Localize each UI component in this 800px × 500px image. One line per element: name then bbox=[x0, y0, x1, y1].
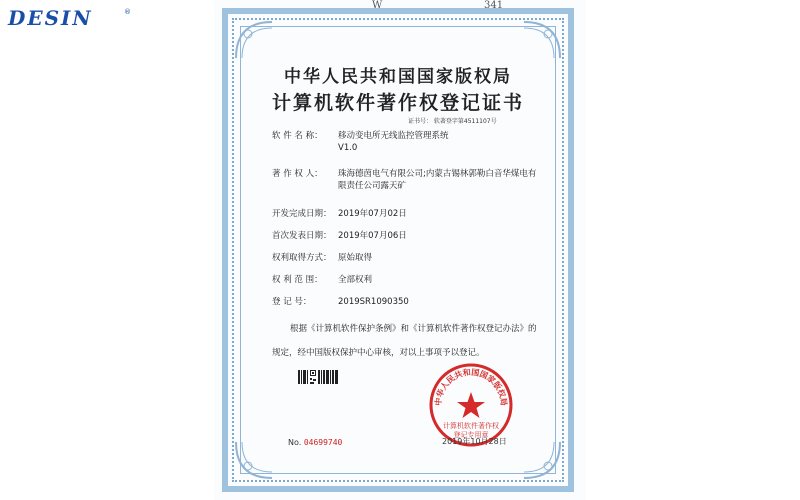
serial-label: No. bbox=[288, 438, 302, 447]
seal-ring-text: 中华人民共和国国家版权局 bbox=[433, 367, 509, 407]
field-acquisition-method bbox=[272, 252, 373, 265]
field-label: 首次发表日期： bbox=[272, 231, 332, 241]
field-value: 2019年07月02日 bbox=[338, 209, 407, 219]
field-registration-number bbox=[272, 296, 409, 309]
seal-line2: 登记专用章 bbox=[453, 431, 489, 439]
field-value: 2019SR1090350 bbox=[338, 297, 409, 307]
certificate-statement-line2: 规定，经中国版权保护中心审核，对以上事项予以登记。 bbox=[272, 348, 485, 358]
serial-number: 04699740 bbox=[303, 438, 343, 447]
company-logo bbox=[8, 6, 131, 32]
issue-date: 2019年10月28日 bbox=[442, 437, 507, 446]
field-software-name bbox=[272, 130, 449, 153]
corner-ornament-icon bbox=[522, 20, 562, 60]
issuer-title: 中华人民共和国国家版权局 bbox=[284, 67, 512, 87]
corner-ornament-icon bbox=[234, 440, 274, 480]
corner-ornament-icon bbox=[234, 20, 274, 60]
field-label: 著 作 权 人： bbox=[272, 169, 323, 179]
field-value: 珠海德茵电气有限公司;内蒙古锡林郭勒白音华煤电有 bbox=[338, 169, 537, 179]
field-label: 开发完成日期： bbox=[272, 209, 332, 219]
field-copyright-owner bbox=[272, 168, 537, 191]
field-completion-date bbox=[272, 208, 407, 221]
field-publish-date bbox=[272, 230, 407, 243]
handwritten-mark-right: 341 bbox=[484, 0, 504, 11]
field-value-line2: 限责任公司露天矿 bbox=[338, 181, 407, 191]
registered-mark: ® bbox=[124, 8, 131, 16]
certificate-id: 证书号： 软著登字第4511107号 bbox=[408, 118, 497, 125]
handwritten-mark-left: W bbox=[372, 0, 383, 11]
corner-ornament-icon bbox=[522, 440, 562, 480]
field-value: 全部权利 bbox=[338, 275, 373, 285]
field-value-line2: V1.0 bbox=[338, 143, 358, 153]
seal-star-icon bbox=[457, 392, 485, 418]
field-value: 移动变电所无线监控管理系统 bbox=[338, 131, 449, 141]
field-label: 软 件 名 称： bbox=[272, 131, 323, 141]
certificate-title: 计算机软件著作权登记证书 bbox=[271, 92, 524, 114]
seal-line1: 计算机软件著作权 bbox=[443, 422, 499, 430]
barcode-icon bbox=[298, 370, 338, 384]
field-label: 权利取得方式： bbox=[272, 253, 332, 263]
field-label: 登 记 号： bbox=[272, 297, 312, 307]
field-rights-scope bbox=[272, 274, 373, 287]
field-value: 原始取得 bbox=[338, 253, 373, 263]
certificate-serial bbox=[288, 438, 342, 447]
logo-text: DESIN bbox=[8, 6, 93, 30]
certificate-statement-line1: 根据《计算机软件保护条例》和《计算机软件著作权登记办法》的 bbox=[290, 324, 537, 334]
field-value: 2019年07月06日 bbox=[338, 231, 407, 241]
field-label: 权 利 范 围： bbox=[272, 275, 323, 285]
